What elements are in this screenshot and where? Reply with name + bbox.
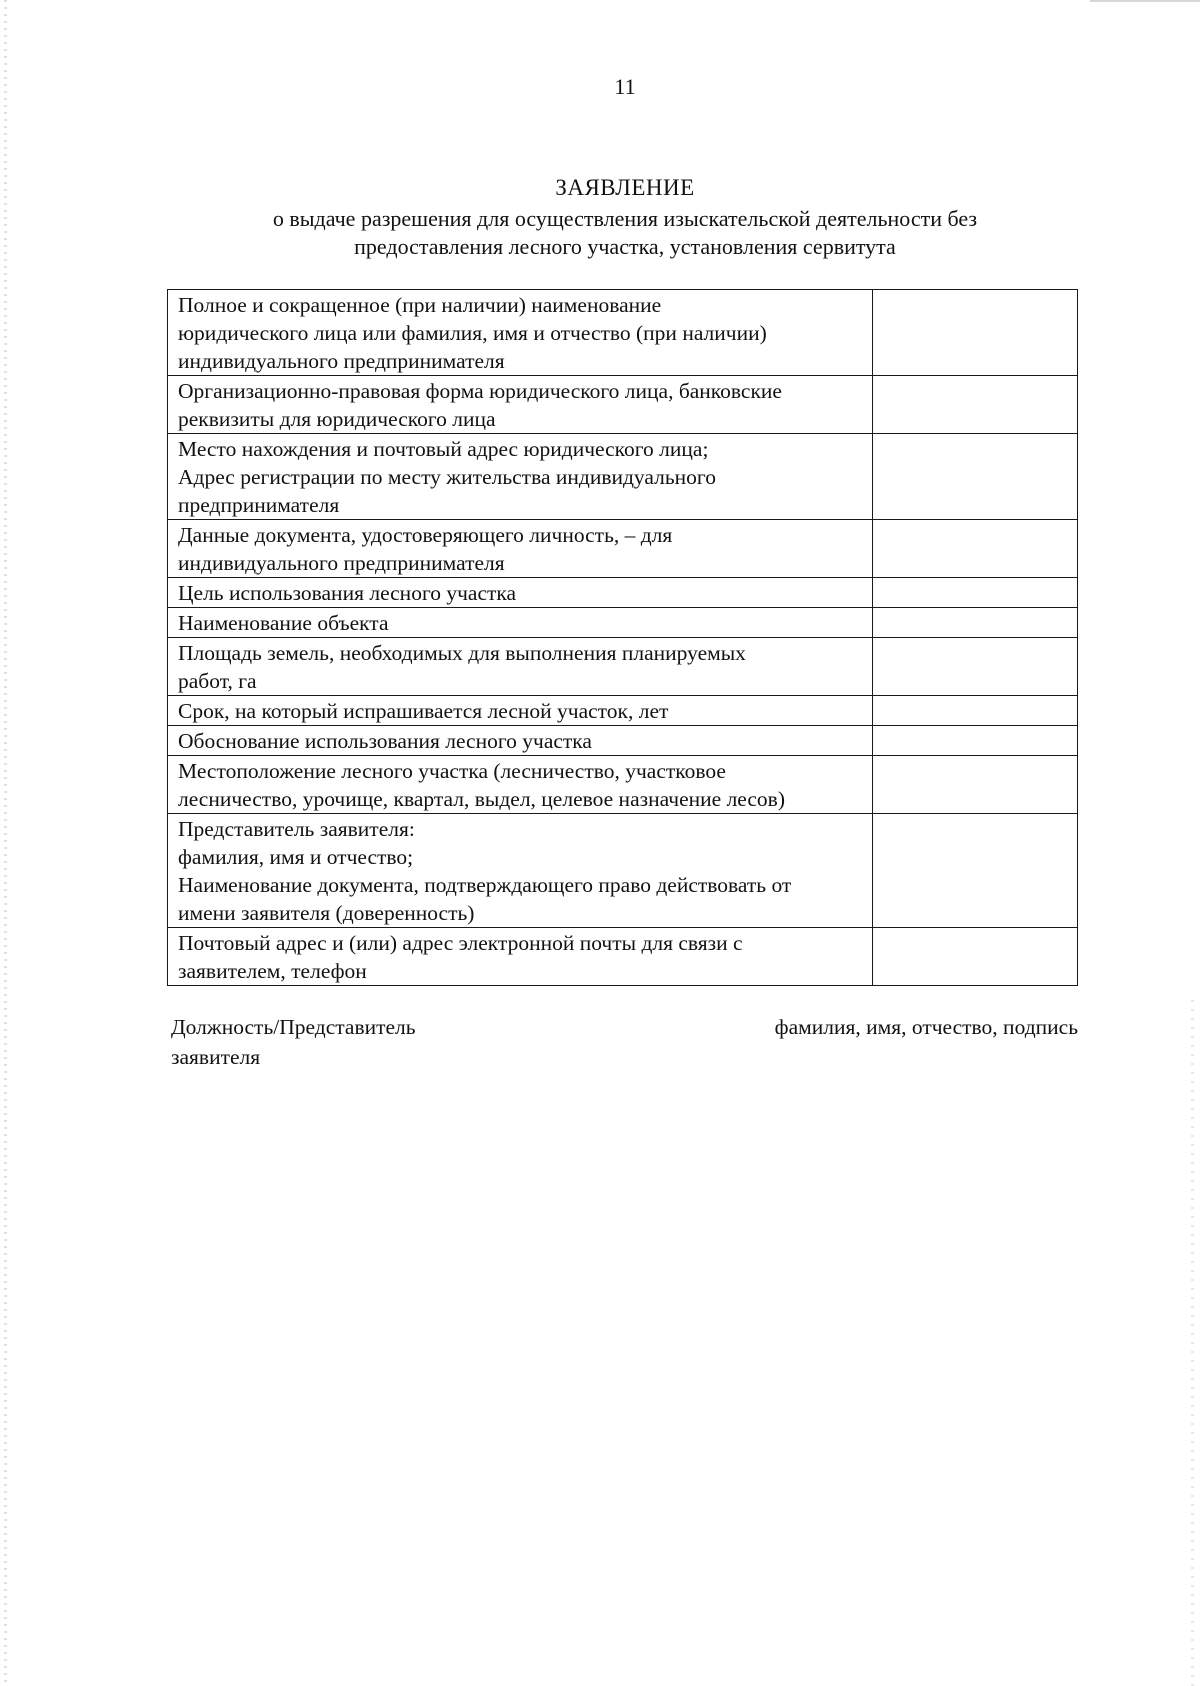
signature-position-line: Должность/Представитель — [171, 1015, 416, 1039]
row-label-line: реквизиты для юридического лица — [178, 407, 496, 431]
row-label-line: Срок, на который испрашивается лесной участок, лет — [178, 699, 669, 723]
row-label-line: Почтовый адрес и (или) адрес электронной почты для связи с — [178, 931, 743, 955]
row-label-line: работ, га — [178, 669, 257, 693]
row-label-line: лесничество, урочище, квартал, выдел, целевое назначение лесов) — [178, 787, 785, 811]
table-row — [168, 520, 1078, 578]
row-label — [168, 376, 873, 434]
row-label-line: юридического лица или фамилия, имя и отчество (при наличии) — [178, 321, 767, 345]
row-value-field[interactable] — [872, 520, 1077, 578]
document-subtitle — [200, 205, 1050, 261]
document-title: ЗАЯВЛЕНИЕ — [555, 175, 695, 200]
subtitle-line: о выдаче разрешения для осуществления изыскательской деятельности без — [272, 206, 978, 231]
row-label — [168, 608, 873, 638]
row-label-line: индивидуального предпринимателя — [178, 551, 505, 575]
signature-position-line: заявителя — [171, 1045, 261, 1069]
subtitle-line: предоставления лесного участка, установления сервитута — [354, 234, 896, 259]
signature-name-label: фамилия, имя, отчество, подпись — [774, 1015, 1078, 1039]
application-form-table — [167, 289, 1078, 986]
scan-edge-top — [1090, 0, 1200, 2]
row-label-line: фамилия, имя и отчество; — [178, 845, 414, 869]
row-value-field[interactable] — [872, 928, 1077, 986]
row-value-field[interactable] — [872, 578, 1077, 608]
row-label-line: Место нахождения и почтовый адрес юридического лица; — [178, 437, 709, 461]
row-value-field[interactable] — [872, 756, 1077, 814]
table-row — [168, 434, 1078, 520]
scan-edge-right — [1191, 1000, 1194, 1686]
row-value-field[interactable] — [872, 376, 1077, 434]
row-label-line: Площадь земель, необходимых для выполнения планируемых — [178, 641, 746, 665]
table-row — [168, 928, 1078, 986]
table-row — [168, 814, 1078, 928]
row-label — [168, 756, 873, 814]
row-label — [168, 578, 873, 608]
row-label — [168, 290, 873, 376]
scan-edge-left — [4, 0, 7, 1686]
row-value-field[interactable] — [872, 290, 1077, 376]
row-label-line: Организационно-правовая форма юридического лица, банковские — [178, 379, 782, 403]
row-label — [168, 520, 873, 578]
table-row — [168, 376, 1078, 434]
row-label — [168, 696, 873, 726]
row-label-line: заявителем, телефон — [178, 959, 367, 983]
row-label-line: Адрес регистрации по месту жительства индивидуального — [178, 465, 716, 489]
row-label-line: Обоснование использования лесного участка — [178, 729, 592, 753]
row-label-line: Цель использования лесного участка — [178, 581, 517, 605]
table-row — [168, 290, 1078, 376]
table-row — [168, 608, 1078, 638]
row-value-field[interactable] — [872, 814, 1077, 928]
row-label-line: Данные документа, удостоверяющего личность, – для — [178, 523, 673, 547]
row-value-field[interactable] — [872, 608, 1077, 638]
row-label-line: предпринимателя — [178, 493, 340, 517]
row-label — [168, 726, 873, 756]
row-label — [168, 434, 873, 520]
table-row — [168, 696, 1078, 726]
row-label-line: Наименование объекта — [178, 611, 389, 635]
row-label-line: Местоположение лесного участка (лесничество, участковое — [178, 759, 726, 783]
row-label-line: имени заявителя (доверенность) — [178, 901, 475, 925]
table-row — [168, 578, 1078, 608]
row-label — [168, 638, 873, 696]
page-number: 11 — [614, 74, 636, 99]
row-value-field[interactable] — [872, 726, 1077, 756]
table-row — [168, 726, 1078, 756]
row-label-line: Полное и сокращенное (при наличии) наименование — [178, 293, 662, 317]
row-label-line: Наименование документа, подтверждающего право действовать от — [178, 873, 792, 897]
row-label-line: Представитель заявителя: — [178, 817, 415, 841]
row-label — [168, 928, 873, 986]
table-row — [168, 756, 1078, 814]
row-value-field[interactable] — [872, 638, 1077, 696]
signature-position-label — [171, 1012, 416, 1072]
row-value-field[interactable] — [872, 696, 1077, 726]
row-label — [168, 814, 873, 928]
row-value-field[interactable] — [872, 434, 1077, 520]
row-label-line: индивидуального предпринимателя — [178, 349, 505, 373]
table-row — [168, 638, 1078, 696]
